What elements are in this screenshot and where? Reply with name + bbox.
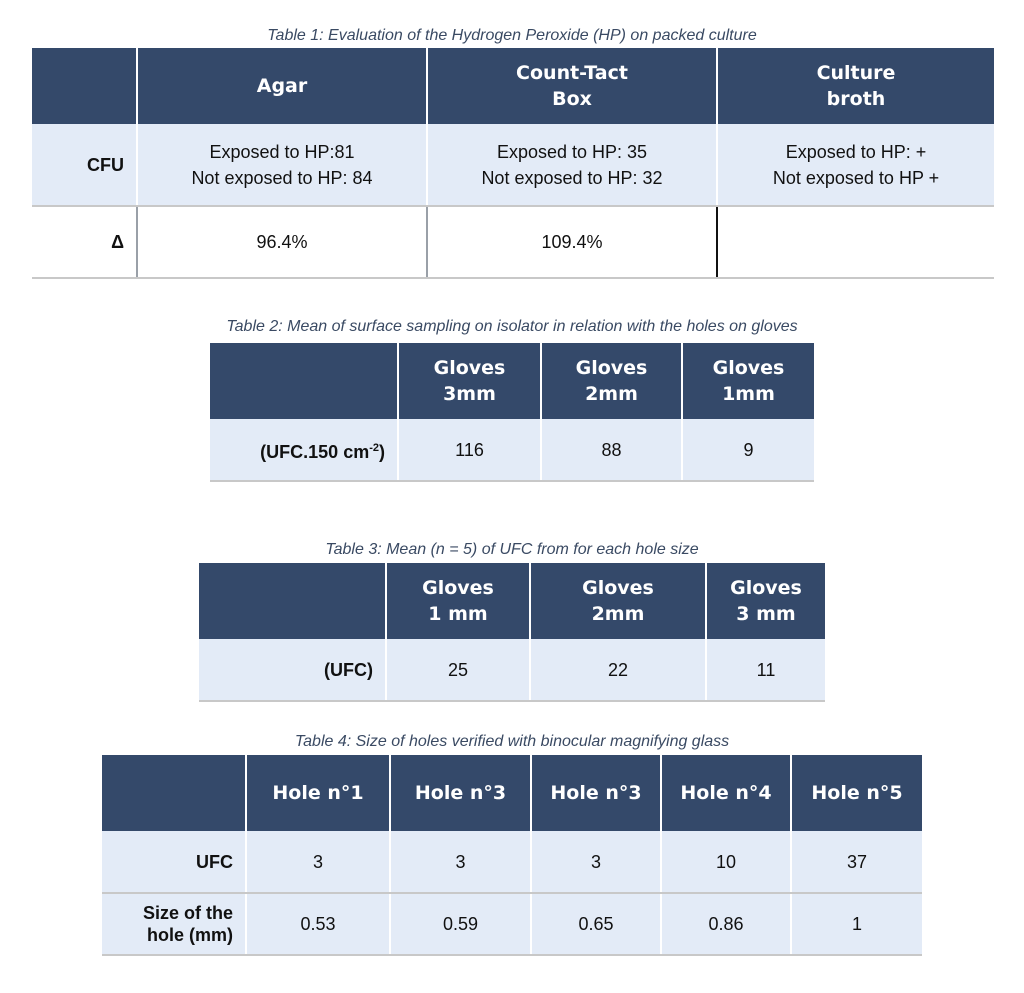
table4-header-hole-4: Hole n°4 [661,755,791,831]
table2-header-gloves-3mm: Gloves 3mm [398,343,541,419]
table3-cell: 11 [706,639,825,701]
table4-cell: 3 [531,831,661,893]
table1-header-culture-broth: Culture broth [717,48,994,124]
table2-row-label-end: ) [379,441,385,462]
table4-cell: 10 [661,831,791,893]
table3-header-row [199,563,825,639]
table2-caption: Table 2: Mean of surface sampling on isolator in relation with the holes on gloves [226,318,798,335]
table1 [32,48,994,279]
table3-header-gloves-3mm: Gloves 3 mm [706,563,825,639]
table2-header-row [210,343,814,419]
table4-cell: 3 [246,831,390,893]
table4-row-label: Size of the hole (mm) [102,893,246,955]
table4 [102,755,922,956]
table4-header-hole-3a: Hole n°3 [390,755,531,831]
table3-row-label: (UFC) [199,639,386,701]
table4-header-hole-5: Hole n°5 [791,755,922,831]
table4-header-hole-3b: Hole n°3 [531,755,661,831]
table1-cell: 96.4% [137,206,427,278]
table1-header-count-tact: Count-Tact Box [427,48,717,124]
table2-row-ufc [210,419,814,481]
table2-cell: 9 [682,419,814,481]
table4-cell: 37 [791,831,922,893]
table3-cell: 22 [530,639,706,701]
table3-caption: Table 3: Mean (n = 5) of UFC from for each hole size [325,541,699,558]
table4-cell: 0.59 [390,893,531,955]
table4-header-row [102,755,922,831]
table1-cell: Exposed to HP: + Not exposed to HP + [717,124,994,206]
table4-header-hole-1: Hole n°1 [246,755,390,831]
table1-header-agar: Agar [137,48,427,124]
table3 [199,563,825,702]
table3-cell: 25 [386,639,530,701]
table2 [210,343,814,482]
table1-cell: Exposed to HP:81 Not exposed to HP: 84 [137,124,427,206]
table1-header-corner [32,48,137,124]
table4-cell: 0.53 [246,893,390,955]
table1-row-cfu [32,124,994,206]
table1-header-row [32,48,994,124]
table1-cell: 109.4% [427,206,717,278]
table4-caption: Table 4: Size of holes verified with binocular magnifying glass [294,733,730,750]
table2-row-label-superscript: -2 [369,441,379,454]
table2-row-label-main: (UFC.150 cm [260,441,370,462]
table1-row-label: CFU [32,124,137,206]
table2-header-gloves-2mm: Gloves 2mm [541,343,682,419]
table4-cell: 0.65 [531,893,661,955]
table3-header-gloves-2mm: Gloves 2mm [530,563,706,639]
table2-cell: 88 [541,419,682,481]
table4-row-label: UFC [102,831,246,893]
table2-header-corner [210,343,398,419]
table4-cell: 3 [390,831,531,893]
table4-cell: 1 [791,893,922,955]
table3-row-ufc [199,639,825,701]
table2-header-gloves-1mm: Gloves 1mm [682,343,814,419]
table1-cell: Exposed to HP: 35 Not exposed to HP: 32 [427,124,717,206]
table3-header-corner [199,563,386,639]
table1-row-delta [32,206,994,278]
table2-row-label [210,419,398,481]
table4-row-size [102,893,922,955]
table4-cell: 0.86 [661,893,791,955]
table4-row-ufc [102,831,922,893]
table4-header-corner [102,755,246,831]
table2-cell: 116 [398,419,541,481]
table1-cell [717,206,994,278]
table3-header-gloves-1mm: Gloves 1 mm [386,563,530,639]
table1-caption: Table 1: Evaluation of the Hydrogen Peroxide (HP) on packed culture [267,27,757,44]
table1-row-label: Δ [32,206,137,278]
